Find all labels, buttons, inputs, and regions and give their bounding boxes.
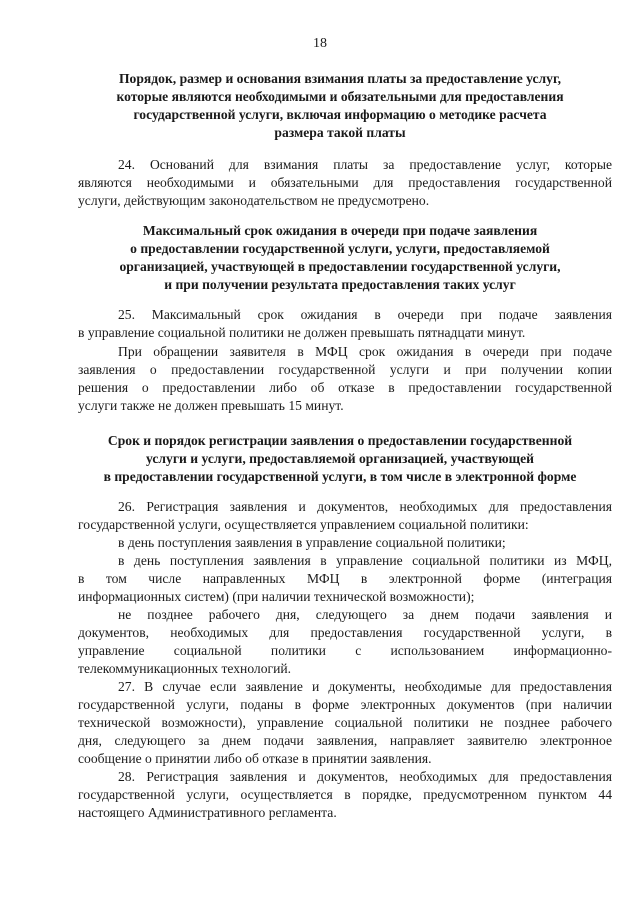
paragraph-line: 25. Максимальный срок ожидания в очереди при подаче заявления <box>118 307 612 322</box>
paragraph-line: При обращении заявителя в МФЦ срок ожидания в очереди при подаче <box>118 344 612 359</box>
paragraph-line: в день поступления заявления в управление социальной политики; <box>118 535 506 550</box>
paragraph-line: технической возможности), управление социальной политики не позднее рабочего <box>78 715 612 730</box>
paragraph-line: 24. Оснований для взимания платы за предоставление услуг, которые <box>118 157 612 172</box>
section-heading-fee <box>70 70 610 142</box>
paragraph-line: государственной услуги, поданы в форме электронных документов (при наличии <box>78 697 612 712</box>
heading-line: Срок и порядок регистрации заявления о предоставлении государственной <box>107 433 573 448</box>
heading-line: Максимальный срок ожидания в очереди при подаче заявления <box>142 223 538 238</box>
paragraph-line: 28. Регистрация заявления и документов, необходимых для предоставления <box>118 769 612 784</box>
paragraph-27 <box>78 678 612 768</box>
paragraph-line: услуги, действующим законодательством не предусмотрено. <box>78 193 430 208</box>
paragraph-25-mfc <box>78 343 612 415</box>
paragraph-26-item-b <box>78 552 612 606</box>
paragraph-line: государственной услуги, осуществляется в порядке, предусмотренном пунктом 44 <box>78 787 612 802</box>
heading-line: и при получении результата предоставления таких услуг <box>164 277 516 292</box>
paragraph-line: сообщение о принятии либо об отказе в принятии заявления. <box>78 751 432 766</box>
paragraph-line: дня, следующего за днем подачи заявления, направляет заявителю электронное <box>78 733 612 748</box>
heading-line: в предоставлении государственной услуги, в том числе в электронной форме <box>103 469 577 484</box>
paragraph-line: настоящего Административного регламента. <box>78 805 337 820</box>
heading-line: о предоставлении государственной услуги, услуги, предоставляемой <box>130 241 550 256</box>
paragraph-line: в день поступления заявления в управление социальной политики из МФЦ, <box>118 553 612 568</box>
paragraph-line: документов, необходимых для предоставления государственной услуги, в <box>78 625 612 640</box>
paragraph-line: информационных систем) (при наличии технической возможности); <box>78 589 475 604</box>
heading-line: размера такой платы <box>274 125 406 140</box>
heading-line: организацией, участвующей в предоставлении государственной услуги, <box>119 259 561 274</box>
paragraph-26-item-c <box>78 606 612 678</box>
heading-line: которые являются необходимыми и обязательными для предоставления <box>116 89 564 104</box>
paragraph-line: государственной услуги, осуществляется управлением социальной политики: <box>78 517 529 532</box>
paragraph-line: услуги также не должен превышать 15 минут. <box>78 398 344 413</box>
paragraph-24 <box>78 156 612 210</box>
section-heading-queue <box>70 222 610 294</box>
paragraph-line: не позднее рабочего дня, следующего за днем подачи заявления и <box>118 607 612 622</box>
heading-line: государственной услуги, включая информацию о методике расчета <box>133 107 547 122</box>
paragraph-line: заявления о предоставлении государственной услуги и при получении копии <box>78 362 612 377</box>
section-heading-registration <box>70 432 610 486</box>
paragraph-line: управление социальной политики с использованием информационно- <box>78 643 612 658</box>
paragraph-26-item-a <box>78 534 612 552</box>
paragraph-line: являются необходимыми и обязательными для предоставления государственной <box>78 175 612 190</box>
page-number: 18 <box>313 36 327 51</box>
heading-line: Порядок, размер и основания взимания платы за предоставление услуг, <box>118 71 562 86</box>
paragraph-25 <box>78 306 612 342</box>
paragraph-28 <box>78 768 612 822</box>
paragraph-line: в том числе направленных МФЦ в электронной форме (интеграция <box>78 571 612 586</box>
paragraph-line: 26. Регистрация заявления и документов, необходимых для предоставления <box>118 499 612 514</box>
paragraph-line: 27. В случае если заявление и документы, необходимые для предоставления <box>118 679 612 694</box>
paragraph-26 <box>78 498 612 534</box>
paragraph-line: телекоммуникационных технологий. <box>78 661 292 676</box>
paragraph-line: в управление социальной политики не должен превышать пятнадцати минут. <box>78 325 526 340</box>
paragraph-line: решения о предоставлении либо об отказе в предоставлении государственной <box>78 380 612 395</box>
heading-line: услуги и услуги, предоставляемой организацией, участвующей <box>146 451 534 466</box>
